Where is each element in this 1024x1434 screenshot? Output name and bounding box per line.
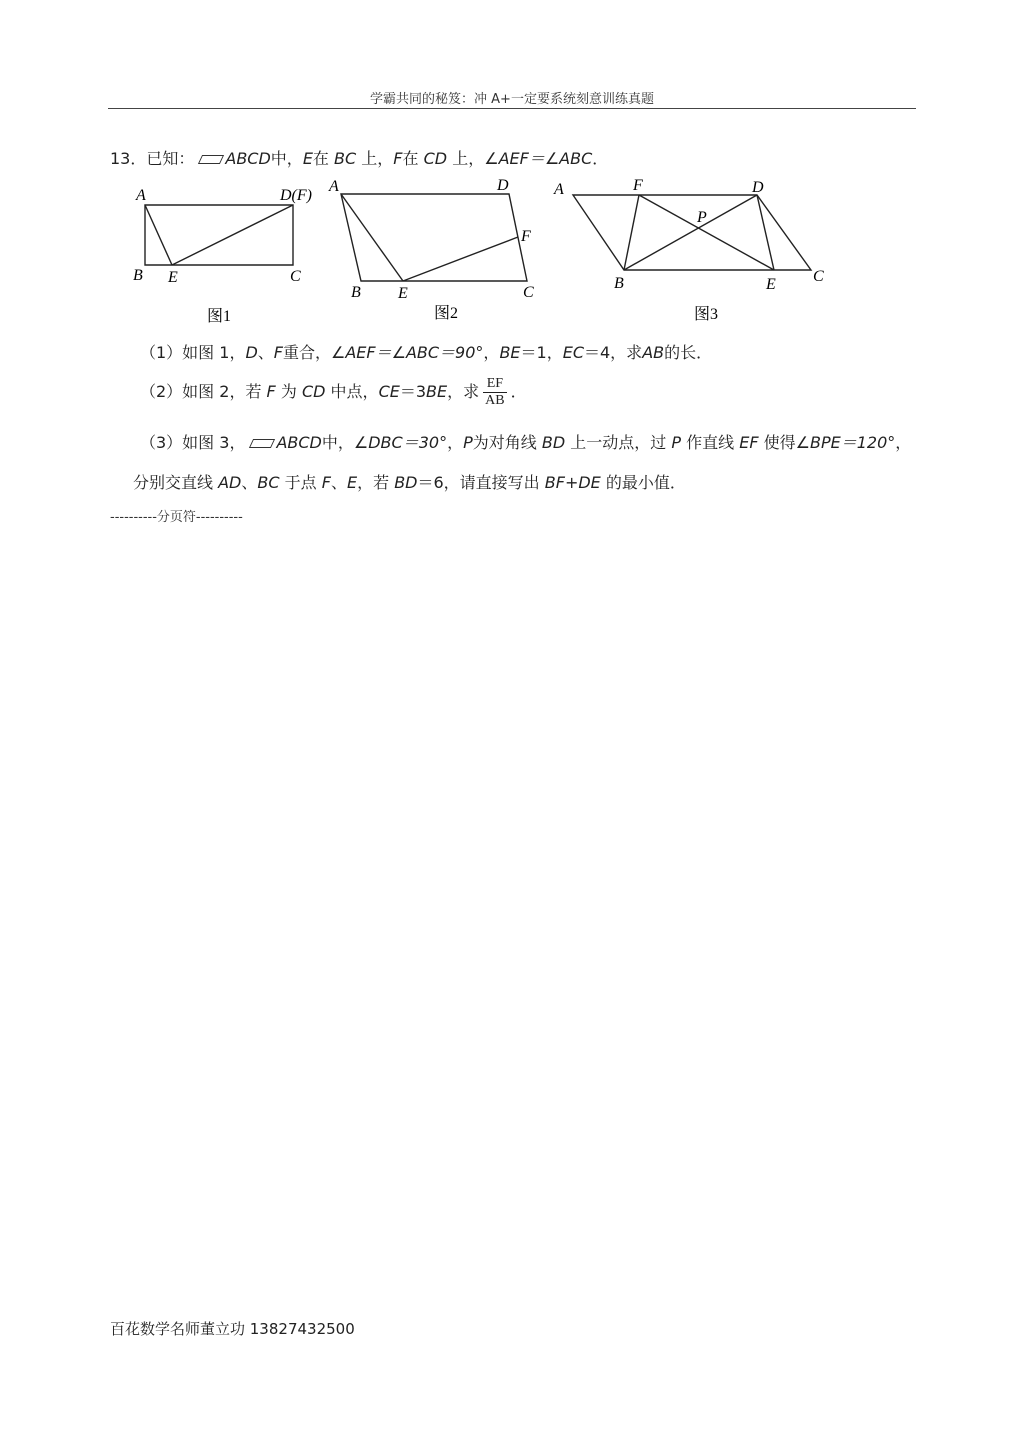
- parallelogram-name: ABCD: [225, 149, 271, 168]
- part3-text: 的最小值．: [605, 473, 686, 492]
- part3-text: 于点: [284, 473, 317, 492]
- fig3-label-p: P: [697, 209, 707, 226]
- part2-fraction: [483, 376, 506, 409]
- fig2-parallelogram: [341, 194, 527, 281]
- part1-angle-condition: ∠AEF＝∠ABC＝90°: [331, 343, 484, 362]
- part2-text: ，求: [447, 382, 480, 401]
- part1-text: 重合，: [283, 343, 332, 362]
- part3-line-bc: BC: [257, 473, 280, 492]
- fig3-caption: 图3: [694, 306, 719, 323]
- part3-angle-bpe: ∠BPE＝120°: [795, 433, 896, 452]
- part3-segment-bd: BD: [541, 433, 566, 452]
- point-f: F: [393, 149, 403, 168]
- part3-text: 分别交直线: [133, 473, 214, 492]
- part3-point-f: F: [321, 473, 331, 492]
- figure-2: [341, 194, 527, 281]
- part2-text: 为: [280, 382, 297, 401]
- fig2-label-c: C: [523, 284, 534, 301]
- segment-cd: CD: [423, 149, 448, 168]
- part-3-line-2: [133, 470, 686, 493]
- part3-angle-dbc: ∠DBC＝30°: [353, 433, 448, 452]
- part2-text: 中点，: [330, 382, 379, 401]
- problem-text: 在: [312, 149, 329, 168]
- fig1-segment-ef: [172, 205, 293, 265]
- problem-text: ．: [592, 149, 609, 168]
- fig1-label-df: D(F): [280, 187, 312, 204]
- part-2: [140, 375, 527, 415]
- part1-text: ＝4，求: [584, 343, 643, 362]
- fig3-label-a: A: [554, 181, 564, 198]
- figure-3: [573, 195, 811, 270]
- point-e: E: [302, 149, 313, 168]
- page-header: 学霸共同的秘笈：冲 A+一定要系统刻意训练真题: [370, 92, 654, 107]
- page-footer: 百花数学名师董立功 13827432500: [110, 1320, 355, 1338]
- part-1: [140, 340, 712, 363]
- part2-text: ＝3: [399, 382, 427, 401]
- fig1-caption: 图1: [207, 308, 232, 325]
- angle-condition: ∠AEF＝∠ABC: [484, 149, 593, 168]
- fig1-label-e: E: [168, 269, 178, 286]
- fig2-label-f: F: [521, 228, 531, 245]
- segment-bc: BC: [334, 149, 357, 168]
- part1-segment-ec: EC: [562, 343, 584, 362]
- problem-text: 上，: [361, 149, 394, 168]
- part3-point-e: E: [346, 473, 358, 492]
- part3-text: 作直线: [686, 433, 735, 452]
- fig2-label-b: B: [351, 284, 361, 301]
- part1-text: 的长．: [664, 343, 713, 362]
- fig3-segment-bf: [624, 195, 639, 270]
- part3-parallelogram-name: ABCD: [276, 433, 322, 452]
- fig1-label-c: C: [290, 268, 301, 285]
- problem-text: 在: [402, 149, 419, 168]
- fig3-segment-fe: [639, 195, 774, 270]
- part1-point-d: D: [245, 343, 258, 362]
- part3-expression: BF+DE: [544, 473, 601, 492]
- part3-line-ef: EF: [739, 433, 759, 452]
- fig3-label-b: B: [614, 275, 624, 292]
- part3-text: ，若: [357, 473, 390, 492]
- fraction-denominator: AB: [485, 393, 505, 408]
- fig2-caption: 图2: [434, 305, 459, 322]
- part2-text: ．: [510, 382, 527, 401]
- part1-point-f: F: [273, 343, 283, 362]
- part3-text: ，: [447, 433, 464, 452]
- part1-prefix: （1）如图 1，: [140, 343, 246, 362]
- part3-line-ad: AD: [218, 473, 242, 492]
- fig2-label-d: D: [497, 177, 509, 194]
- parallelogram-symbol: [249, 439, 275, 448]
- page-break-marker: ----------分页符----------: [110, 510, 243, 525]
- fig2-segment-ef: [403, 237, 518, 281]
- fig1-label-b: B: [133, 267, 143, 284]
- part2-prefix: （2）如图 2，若: [140, 382, 262, 401]
- part3-text: ，: [895, 433, 912, 452]
- part1-text: 、: [257, 343, 274, 362]
- part2-point-f: F: [266, 382, 276, 401]
- part3-text: ＝6，请直接写出: [417, 473, 540, 492]
- figure-1: [145, 205, 293, 265]
- part1-text: ，: [483, 343, 500, 362]
- fraction-numerator: EF: [483, 376, 506, 393]
- fig1-segment-ae: [145, 205, 172, 265]
- problem-number: 13．已知：: [110, 149, 195, 168]
- part2-segment-cd: CD: [301, 382, 326, 401]
- part3-text: 、: [241, 473, 258, 492]
- part3-point-p: P: [671, 433, 682, 452]
- fig1-label-a: A: [136, 187, 146, 204]
- fig3-diagonal-bd: [624, 195, 757, 270]
- part2-segment-ce: CE: [378, 382, 400, 401]
- fig2-label-e: E: [398, 285, 408, 302]
- fig3-label-f: F: [633, 177, 643, 194]
- fig3-label-e: E: [766, 276, 776, 293]
- fig3-parallelogram: [573, 195, 811, 270]
- part3-point-p: P: [463, 433, 473, 452]
- problem-text: 上，: [452, 149, 485, 168]
- problem-text: 中，: [270, 149, 303, 168]
- part3-prefix: （3）如图 3，: [140, 433, 246, 452]
- part3-text: 、: [330, 473, 347, 492]
- figures: [0, 0, 1024, 340]
- part3-text: 使得: [763, 433, 796, 452]
- part3-text: 为对角线: [472, 433, 537, 452]
- fig3-label-d: D: [752, 179, 764, 196]
- part1-segment-ab: AB: [642, 343, 665, 362]
- part3-text: 上一动点，过: [570, 433, 667, 452]
- part2-segment-be: BE: [426, 382, 448, 401]
- part1-text: ＝1，: [520, 343, 563, 362]
- part3-segment-bd: BD: [394, 473, 418, 492]
- part3-text: 中，: [321, 433, 354, 452]
- part1-segment-be: BE: [499, 343, 521, 362]
- fig3-label-c: C: [813, 268, 824, 285]
- part-3-line-1: [140, 430, 911, 453]
- fig2-label-a: A: [329, 178, 339, 195]
